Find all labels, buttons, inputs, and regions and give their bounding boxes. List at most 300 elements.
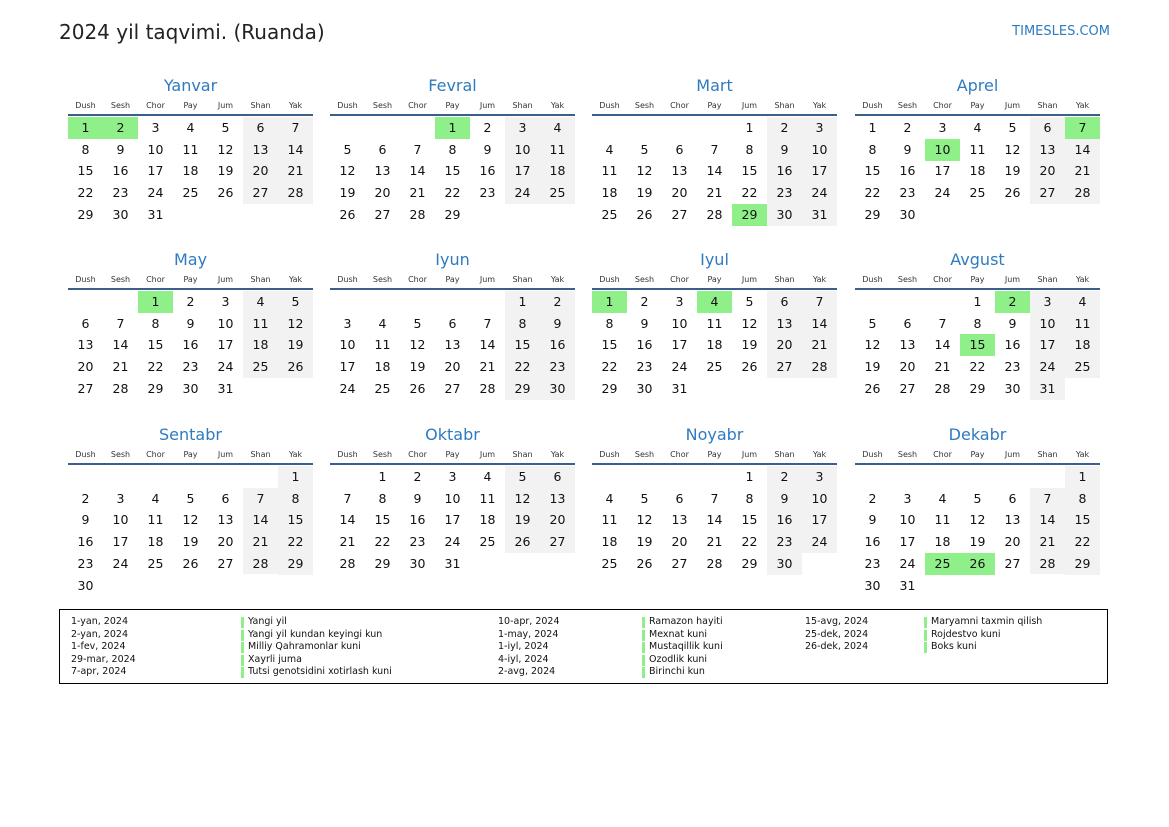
day-cell: 26 [182, 555, 199, 571]
holiday-name: Rojdestvo kuni [931, 628, 1001, 640]
day-cell: 24 [934, 185, 951, 201]
day-cell: 15 [374, 512, 391, 528]
month-name: Oktabr [425, 425, 480, 444]
holiday-marker [642, 630, 645, 641]
day-cell: 19 [969, 534, 986, 550]
day-cell: 5 [518, 469, 527, 484]
header-divider [68, 463, 313, 465]
header-divider [68, 288, 313, 290]
day-cell: 15 [864, 163, 881, 179]
day-cell: 23 [776, 534, 793, 550]
day-cell: 12 [409, 337, 426, 353]
day-cell: 19 [864, 359, 881, 375]
day-cell: 9 [780, 141, 789, 157]
day-cell: 1 [291, 469, 300, 484]
day-cell: 16 [182, 337, 199, 353]
holiday-marker [642, 642, 645, 653]
day-cell: 7 [343, 490, 352, 506]
weekday-header [68, 273, 313, 287]
day-cell: 28 [252, 555, 269, 571]
day-cell: 19 [514, 512, 531, 528]
day-cell: 21 [1039, 534, 1056, 550]
day-cell: 19 [182, 534, 199, 550]
weekday-label: Jum [1004, 450, 1021, 459]
day-cell: 10 [811, 141, 828, 157]
day-cell: 10 [1039, 315, 1056, 331]
day-cell: 12 [636, 163, 653, 179]
day-cell: 31 [217, 380, 234, 396]
day-cell: 4 [605, 490, 614, 506]
day-cell: 3 [675, 294, 684, 309]
day-cell: 20 [77, 359, 94, 375]
month-iyul [592, 250, 837, 425]
day-cell: 23 [479, 185, 496, 201]
holiday-date: 26-dek, 2024 [805, 641, 869, 653]
day-cell: 21 [479, 359, 496, 375]
weekday-label: Pay [445, 450, 460, 459]
day-cell: 11 [479, 490, 496, 506]
day-cell: 11 [182, 141, 199, 157]
weekday-label: Jum [741, 101, 758, 110]
month-name: Noyabr [685, 425, 744, 444]
day-cell: 27 [549, 534, 566, 550]
day-cell: 6 [675, 490, 684, 506]
day-cell: 11 [969, 141, 986, 157]
day-cell: 17 [112, 534, 129, 550]
header-divider [592, 114, 837, 116]
weekday-label: Sesh [897, 275, 918, 284]
day-cell: 30 [899, 206, 916, 222]
day-cell: 3 [518, 120, 527, 135]
weekday-label: Dush [75, 275, 96, 284]
day-cell: 12 [741, 315, 758, 331]
day-cell: 13 [77, 337, 94, 353]
day-cell: 25 [182, 185, 199, 201]
day-cell: 7 [710, 490, 719, 506]
weekday-label: Chor [670, 101, 689, 110]
day-cell: 15 [444, 163, 461, 179]
day-cell: 31 [1039, 380, 1056, 396]
day-cell: 17 [811, 512, 828, 528]
day-cell: 10 [217, 315, 234, 331]
day-cell: 3 [815, 469, 824, 484]
weekday-label: Shan [774, 275, 795, 284]
day-cell: 21 [811, 337, 828, 353]
day-cell: 5 [745, 294, 754, 309]
day-cell: 11 [934, 512, 951, 528]
month-name: Dekabr [948, 425, 1007, 444]
weekday-label: Jum [217, 101, 234, 110]
day-cell: 22 [77, 185, 94, 201]
holiday-date: 15-avg, 2024 [805, 616, 869, 627]
day-cell: 28 [811, 359, 828, 375]
holiday-name: Milliy Qahramonlar kuni [248, 641, 361, 653]
day-cell: 19 [1004, 163, 1021, 179]
month-mart [592, 76, 837, 251]
day-cell: 9 [868, 512, 877, 528]
day-cell: 8 [291, 490, 300, 506]
weekday-header [592, 273, 837, 287]
holiday-date: 7-apr, 2024 [71, 666, 127, 678]
day-cell: 17 [217, 337, 234, 353]
day-cell: 4 [1078, 294, 1087, 309]
month-iyun [330, 250, 575, 425]
day-cell: 9 [81, 512, 90, 528]
day-cell: 30 [77, 577, 94, 593]
day-cell: 12 [514, 490, 531, 506]
day-cell: 23 [899, 185, 916, 201]
weekday-label: Shan [774, 450, 795, 459]
day-cell: 23 [864, 555, 881, 571]
day-cell: 1 [1078, 469, 1087, 484]
day-cell: 1 [868, 120, 877, 135]
day-grid [855, 466, 1100, 598]
day-cell: 8 [1078, 490, 1087, 506]
weekday-label: Jum [1004, 101, 1021, 110]
day-cell: 24 [514, 185, 531, 201]
month-name: Iyul [700, 250, 729, 269]
day-cell: 15 [741, 163, 758, 179]
day-cell: 12 [339, 163, 356, 179]
day-cell: 14 [409, 163, 426, 179]
holiday-day-cell: 2 [103, 117, 138, 139]
holiday-date: 2-yan, 2024 [71, 628, 128, 640]
day-cell: 27 [776, 359, 793, 375]
weekday-label: Shan [512, 275, 533, 284]
day-cell: 8 [868, 141, 877, 157]
day-cell: 27 [217, 555, 234, 571]
day-cell: 13 [252, 141, 269, 157]
day-cell: 11 [1074, 315, 1091, 331]
day-cell: 17 [811, 163, 828, 179]
site-link[interactable]: TIMESLES.COM [1012, 24, 1110, 39]
day-cell: 21 [706, 185, 723, 201]
holiday-marker [241, 642, 244, 653]
weekday-label: Dush [75, 450, 96, 459]
day-cell: 17 [147, 163, 164, 179]
holiday-date: 10-apr, 2024 [498, 616, 560, 627]
day-cell: 18 [969, 163, 986, 179]
holiday-name: Xayrli juma [248, 653, 302, 665]
day-grid [330, 291, 575, 423]
day-cell: 3 [151, 120, 160, 135]
day-cell: 28 [479, 380, 496, 396]
day-cell: 8 [973, 315, 982, 331]
holiday-name: Birinchi kun [649, 666, 705, 678]
weekday-label: Jum [479, 450, 496, 459]
day-cell: 22 [741, 185, 758, 201]
weekday-label: Chor [933, 101, 952, 110]
holiday-marker [924, 642, 927, 653]
day-cell: 16 [112, 163, 129, 179]
weekday-label: Yak [550, 450, 565, 459]
day-cell: 24 [147, 185, 164, 201]
month-name: Yanvar [163, 76, 218, 95]
weekday-label: Yak [1075, 450, 1090, 459]
day-cell: 5 [1008, 120, 1017, 135]
day-cell: 30 [182, 380, 199, 396]
day-cell: 14 [1074, 141, 1091, 157]
weekday-label: Dush [599, 275, 620, 284]
day-cell: 14 [811, 315, 828, 331]
day-cell: 11 [147, 512, 164, 528]
header-divider [592, 288, 837, 290]
day-cell: 9 [640, 315, 649, 331]
day-cell: 26 [741, 359, 758, 375]
month-name: Avgust [950, 250, 1005, 269]
day-cell: 13 [671, 163, 688, 179]
day-cell: 19 [409, 359, 426, 375]
day-cell: 17 [671, 337, 688, 353]
day-cell: 23 [77, 555, 94, 571]
day-cell: 12 [182, 512, 199, 528]
day-cell: 15 [77, 163, 94, 179]
page-title: 2024 yil taqvimi. (Ruanda) [59, 20, 325, 44]
day-cell: 26 [287, 359, 304, 375]
holiday-day-cell: 1 [435, 117, 470, 139]
day-cell: 20 [1039, 163, 1056, 179]
weekday-label: Dush [599, 101, 620, 110]
day-cell: 14 [706, 163, 723, 179]
day-cell: 31 [899, 577, 916, 593]
month-sentabr [68, 425, 313, 600]
day-cell: 16 [776, 163, 793, 179]
day-cell: 2 [413, 469, 422, 484]
weekday-label: Dush [337, 275, 358, 284]
day-cell: 20 [444, 359, 461, 375]
day-cell: 1 [745, 469, 754, 484]
day-cell: 11 [706, 315, 723, 331]
holiday-name: Mustaqillik kuni [649, 641, 723, 653]
holiday-day-cell: 4 [697, 291, 732, 313]
weekday-label: Shan [250, 450, 271, 459]
holiday-day-cell: 1 [138, 291, 173, 313]
day-cell: 10 [444, 490, 461, 506]
day-cell: 7 [815, 294, 824, 309]
day-cell: 13 [374, 163, 391, 179]
day-cell: 21 [252, 534, 269, 550]
day-cell: 30 [776, 206, 793, 222]
holiday-date: 2-avg, 2024 [498, 666, 556, 678]
day-cell: 15 [147, 337, 164, 353]
day-cell: 27 [374, 206, 391, 222]
day-cell: 26 [1004, 185, 1021, 201]
weekday-label: Pay [183, 101, 198, 110]
day-cell: 9 [1008, 315, 1017, 331]
day-cell: 19 [217, 163, 234, 179]
day-cell: 20 [549, 512, 566, 528]
month-name: Iyun [435, 250, 470, 269]
day-cell: 20 [374, 185, 391, 201]
day-cell: 22 [969, 359, 986, 375]
day-cell: 22 [741, 534, 758, 550]
holiday-marker [924, 630, 927, 641]
weekday-header [330, 448, 575, 462]
day-cell: 1 [518, 294, 527, 309]
weekday-label: Chor [146, 101, 165, 110]
day-cell: 25 [601, 555, 618, 571]
day-cell: 27 [671, 206, 688, 222]
day-cell: 12 [1004, 141, 1021, 157]
day-cell: 29 [864, 206, 881, 222]
day-cell: 5 [413, 315, 422, 331]
day-cell: 3 [221, 294, 230, 309]
holiday-name: Ozodlik kuni [649, 653, 707, 665]
holiday-day-cell: 26 [960, 553, 995, 575]
day-cell: 4 [553, 120, 562, 135]
header-divider [855, 288, 1100, 290]
day-grid [855, 291, 1100, 423]
day-cell: 29 [969, 380, 986, 396]
day-cell: 28 [934, 380, 951, 396]
day-cell: 28 [706, 555, 723, 571]
day-cell: 11 [252, 315, 269, 331]
day-cell: 9 [903, 141, 912, 157]
day-cell: 15 [1074, 512, 1091, 528]
day-cell: 6 [903, 315, 912, 331]
day-cell: 6 [780, 294, 789, 309]
day-cell: 19 [741, 337, 758, 353]
weekday-label: Yak [1075, 275, 1090, 284]
day-cell: 10 [671, 315, 688, 331]
weekday-label: Jum [741, 275, 758, 284]
holiday-date: 25-dek, 2024 [805, 628, 869, 640]
day-cell: 14 [706, 512, 723, 528]
day-cell: 9 [186, 315, 195, 331]
weekday-header [68, 448, 313, 462]
holiday-name: Maryamni taxmin qilish [931, 616, 1043, 627]
weekday-label: Pay [707, 450, 722, 459]
day-cell: 6 [1043, 120, 1052, 135]
day-cell: 7 [256, 490, 265, 506]
weekday-label: Yak [812, 275, 827, 284]
day-cell: 22 [287, 534, 304, 550]
day-cell: 1 [378, 469, 387, 484]
day-cell: 2 [81, 490, 90, 506]
weekday-label: Pay [970, 450, 985, 459]
weekday-label: Sesh [634, 275, 655, 284]
day-cell: 8 [745, 490, 754, 506]
day-cell: 30 [549, 380, 566, 396]
weekday-label: Dush [337, 450, 358, 459]
weekday-label: Pay [707, 101, 722, 110]
weekday-label: Chor [408, 275, 427, 284]
holiday-date: 1-iyl, 2024 [498, 641, 549, 653]
day-cell: 14 [934, 337, 951, 353]
day-cell: 26 [864, 380, 881, 396]
day-cell: 8 [378, 490, 387, 506]
holiday-day-cell: 2 [995, 291, 1030, 313]
day-cell: 28 [287, 185, 304, 201]
holiday-marker [642, 617, 645, 628]
day-cell: 28 [339, 555, 356, 571]
day-cell: 29 [287, 555, 304, 571]
day-cell: 12 [864, 337, 881, 353]
day-cell: 13 [217, 512, 234, 528]
month-fevral [330, 76, 575, 251]
weekday-label: Dush [862, 450, 883, 459]
weekday-label: Jum [217, 275, 234, 284]
day-cell: 20 [217, 534, 234, 550]
day-cell: 29 [741, 555, 758, 571]
day-cell: 27 [899, 380, 916, 396]
weekday-label: Jum [479, 275, 496, 284]
weekday-header [68, 99, 313, 113]
holiday-day-cell: 1 [68, 117, 103, 139]
weekday-header [855, 448, 1100, 462]
day-cell: 26 [514, 534, 531, 550]
day-grid [68, 466, 313, 598]
day-cell: 7 [413, 141, 422, 157]
holiday-marker [241, 617, 244, 628]
holiday-name: Ramazon hayiti [649, 616, 723, 627]
day-cell: 20 [252, 163, 269, 179]
day-cell: 15 [741, 512, 758, 528]
day-cell: 17 [514, 163, 531, 179]
day-cell: 2 [780, 469, 789, 484]
day-grid [68, 291, 313, 423]
day-cell: 24 [811, 185, 828, 201]
weekday-label: Yak [288, 275, 303, 284]
weekday-header [592, 448, 837, 462]
day-cell: 25 [479, 534, 496, 550]
day-cell: 19 [287, 337, 304, 353]
day-cell: 27 [1004, 555, 1021, 571]
day-cell: 20 [671, 534, 688, 550]
day-cell: 7 [116, 315, 125, 331]
day-cell: 5 [186, 490, 195, 506]
day-cell: 16 [1004, 337, 1021, 353]
day-cell: 23 [409, 534, 426, 550]
day-cell: 7 [710, 141, 719, 157]
weekday-label: Shan [1037, 101, 1058, 110]
header-divider [592, 463, 837, 465]
day-cell: 7 [938, 315, 947, 331]
day-cell: 20 [776, 337, 793, 353]
day-cell: 15 [287, 512, 304, 528]
day-cell: 24 [671, 359, 688, 375]
day-cell: 10 [899, 512, 916, 528]
holiday-date: 1-yan, 2024 [71, 616, 128, 627]
day-cell: 18 [252, 337, 269, 353]
month-name: Fevral [428, 76, 477, 95]
day-cell: 14 [1039, 512, 1056, 528]
day-cell: 23 [636, 359, 653, 375]
day-cell: 27 [1039, 185, 1056, 201]
day-cell: 4 [151, 490, 160, 506]
day-cell: 3 [815, 120, 824, 135]
day-cell: 20 [899, 359, 916, 375]
day-cell: 16 [409, 512, 426, 528]
day-cell: 25 [549, 185, 566, 201]
day-cell: 12 [969, 512, 986, 528]
day-cell: 10 [811, 490, 828, 506]
day-cell: 18 [706, 337, 723, 353]
weekday-label: Pay [970, 275, 985, 284]
weekday-label: Sesh [110, 101, 131, 110]
day-cell: 5 [291, 294, 300, 309]
day-cell: 9 [553, 315, 562, 331]
weekday-label: Jum [1004, 275, 1021, 284]
month-name: Sentabr [159, 425, 222, 444]
day-cell: 8 [745, 141, 754, 157]
holiday-name: Yangi yil [248, 616, 287, 627]
weekday-header [330, 273, 575, 287]
weekday-label: Jum [741, 450, 758, 459]
day-cell: 21 [112, 359, 129, 375]
day-cell: 7 [291, 120, 300, 135]
day-cell: 8 [81, 141, 90, 157]
